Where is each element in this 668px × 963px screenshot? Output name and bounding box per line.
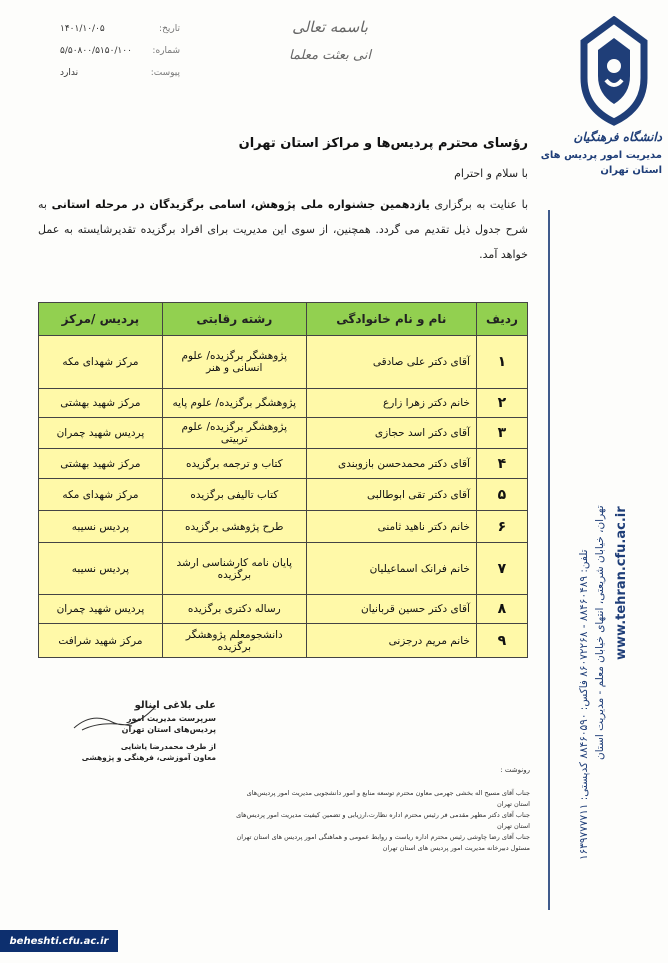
signer-by2: معاون آموزشی، فرهنگی و پژوهشی: [81, 753, 216, 762]
row-num: ۳: [476, 418, 527, 449]
row-name: خانم مریم درجزنی: [306, 624, 476, 658]
row-center: پردیس نسیبه: [39, 511, 163, 543]
side-divider: [548, 210, 550, 910]
header-name: نام و نام خانوادگی: [306, 303, 476, 336]
row-field: پژوهشگر برگزیده/ علوم پایه: [162, 389, 306, 418]
row-field: طرح پژوهشی برگزیده: [162, 511, 306, 543]
signature-block: [66, 700, 216, 763]
row-field: پژوهشگر برگزیده/ علوم انسانی و هنر: [162, 336, 306, 389]
table-row: [39, 418, 528, 449]
winners-table: [38, 302, 528, 658]
table-row: [39, 336, 528, 389]
letter-heading: رؤسای محترم پردیس‌ها و مراکز استان تهران: [238, 136, 528, 151]
side-website: www.tehran.cfu.ac.ir: [614, 506, 629, 660]
calligraphy-line2: انی بعثت معلما: [289, 48, 371, 63]
department-line1: مدیریت امور پردیس های: [540, 150, 662, 161]
cc-line: جناب آقای رضا چاوشی رئیس محترم اداره ریاست و روابط عمومی و هماهنگی امور پردیس های استان تهران: [236, 833, 530, 841]
row-center: مرکز شهید بهشتی: [39, 389, 163, 418]
department-line2: استان تهران: [600, 165, 662, 176]
row-num: ۵: [476, 479, 527, 511]
row-num: ۹: [476, 624, 527, 658]
row-field: کتاب تالیفی برگزیده: [162, 479, 306, 511]
organization-block: [540, 130, 662, 178]
row-name: خانم فرانک اسماعیلیان: [306, 543, 476, 595]
row-center: مرکز شهدای مکه: [39, 336, 163, 389]
table-row: [39, 511, 528, 543]
header-num: ردیف: [476, 303, 527, 336]
table-row: [39, 595, 528, 624]
header-center: پردیس /مرکز: [39, 303, 163, 336]
table-row: [39, 479, 528, 511]
cc-block: [230, 766, 530, 854]
row-num: ۲: [476, 389, 527, 418]
row-num: ۸: [476, 595, 527, 624]
row-center: مرکز شهید شرافت: [39, 624, 163, 658]
table-header-row: [39, 303, 528, 336]
number-value: ۵/۵۰۸۰۰/۵۱۵۰/۱۰۰: [60, 46, 132, 56]
cc-line: جناب آقای دکتر مظهر مقدمی فر رئیس محترم اداره نظارت،ارزیابی و تضمین کیفیت مدیریت امور پردیس‌های استان تهران: [236, 811, 530, 830]
row-center: پردیس نسیبه: [39, 543, 163, 595]
row-num: ۱: [476, 336, 527, 389]
cc-line: مسئول دبیرخانه مدیریت امور پردیس های استان تهران: [382, 844, 530, 852]
table-row: [39, 389, 528, 418]
row-name: آقای دکتر حسین قربانیان: [306, 595, 476, 624]
row-name: خانم دکتر زهرا زارع: [306, 389, 476, 418]
cc-title: رونوشت :: [500, 766, 530, 774]
attachment-label: پیوست:: [150, 68, 180, 78]
row-num: ۷: [476, 543, 527, 595]
row-center: پردیس شهید چمران: [39, 418, 163, 449]
university-name: دانشگاه فرهنگیان: [573, 130, 662, 144]
row-center: مرکز شهید بهشتی: [39, 449, 163, 479]
row-center: مرکز شهدای مکه: [39, 479, 163, 511]
row-field: پژوهشگر برگزیده/ علوم تربیتی: [162, 418, 306, 449]
header-field: رشته رقابتی: [162, 303, 306, 336]
signer-by1: از طرف محمدرضا یاشایی: [120, 742, 216, 751]
calligraphy-line1: باسمه تعالی: [292, 18, 368, 36]
university-logo-icon: [578, 16, 650, 126]
letter-greeting: با سلام و احترام: [454, 167, 528, 180]
row-center: پردیس شهید چمران: [39, 595, 163, 624]
attachment-value: ندارد: [60, 68, 79, 78]
paragraph-bold: یازدهمین جشنواره ملی پژوهش، اسامی برگزیدگان در مرحله استانی: [51, 198, 430, 211]
cc-line: جناب آقای مسیح اله بخشی جهرمی معاون محترم توسعه منابع و امور دانشجویی مدیریت امور پردیس‌های استان تهران: [246, 789, 530, 808]
row-num: ۴: [476, 449, 527, 479]
calligraphy-heading: [270, 18, 390, 63]
row-name: آقای دکتر محمدحسن بازوبندی: [306, 449, 476, 479]
table-row: [39, 624, 528, 658]
row-field: دانشجومعلم پژوهشگر برگزیده: [162, 624, 306, 658]
row-field: پایان نامه کارشناسی ارشد برگزیده: [162, 543, 306, 595]
row-num: ۶: [476, 511, 527, 543]
paragraph-pre: با عنایت به برگزاری: [434, 198, 528, 211]
number-label: شماره:: [152, 46, 180, 56]
row-name: آقای دکتر تقی ابوطالبی: [306, 479, 476, 511]
signer-name: علی بلاغی اینالو: [134, 700, 216, 711]
letter-body: [38, 130, 528, 267]
side-address: تهران، خیابان شریعتی، انتهای خیابان معلم - مدیریت استان: [594, 505, 606, 760]
row-name: آقای دکتر اسد حجازی: [306, 418, 476, 449]
date-value: ۱۴۰۱/۱۰/۰۵: [60, 24, 105, 34]
signer-title2: پردیس‌های استان تهران: [121, 725, 216, 734]
letter-paragraph: [38, 192, 528, 267]
row-field: کتاب و ترجمه برگزیده: [162, 449, 306, 479]
row-name: آقای دکتر علی صادقی: [306, 336, 476, 389]
side-phones: تلفن: ۸۸۴۶۰۴۸۹ - ۸۶۰۷۲۲۶۸ فاکس: ۸۸۴۶۰۵۹۰ کدپستی: ۱۶۳۹۷۷۷۷۱۱: [578, 549, 590, 860]
table-row: [39, 449, 528, 479]
footer-site-link[interactable]: beheshti.cfu.ac.ir: [0, 930, 118, 952]
paragraph-post: به شرح جدول ذیل تقدیم می گردد. همچنین، از سوی این مدیریت برای افراد برگزیده تقدیرشایسته به عمل خواهد آمد.: [38, 198, 528, 261]
row-name: خانم دکتر ناهید ثامنی: [306, 511, 476, 543]
signer-title1: سرپرست مدیریت امور: [126, 714, 216, 723]
table-row: [39, 543, 528, 595]
date-label: تاریخ:: [159, 24, 180, 34]
letter-meta: [60, 18, 180, 84]
row-field: رساله دکتری برگزیده: [162, 595, 306, 624]
